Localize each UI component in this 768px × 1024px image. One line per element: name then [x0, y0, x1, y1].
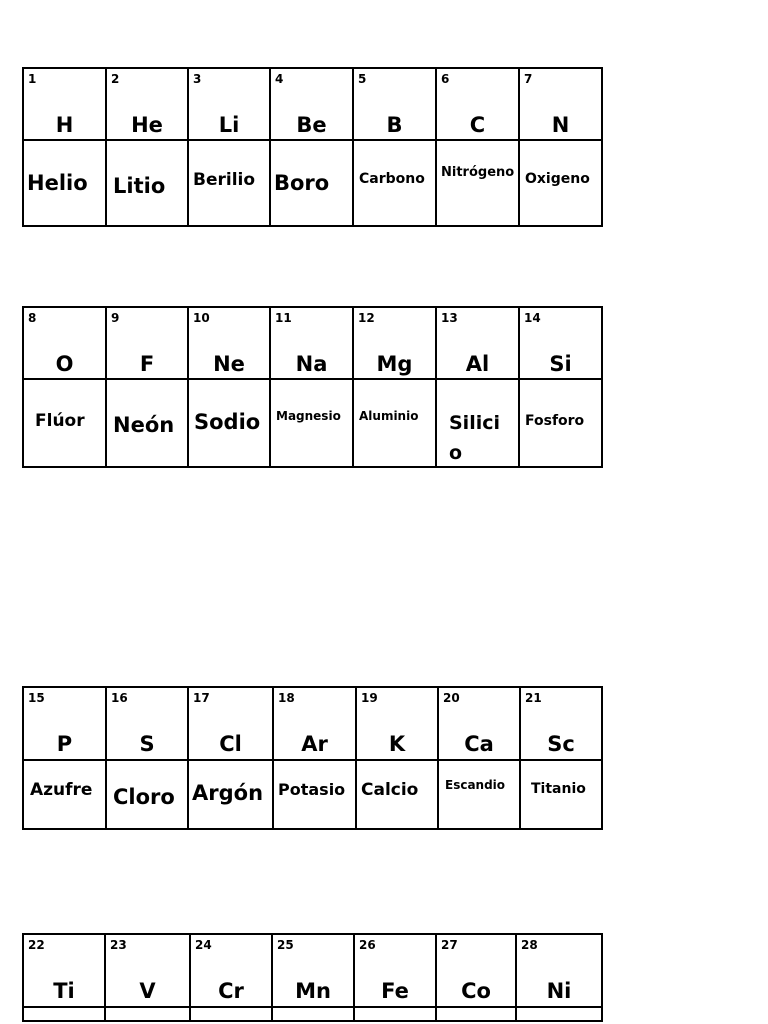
- atomic-number: 19: [361, 691, 378, 705]
- element-symbol: P: [56, 732, 73, 756]
- element-name: Helio: [27, 171, 88, 195]
- element-cell: [436, 934, 516, 1007]
- element-symbol: O: [55, 352, 74, 376]
- element-symbol: V: [139, 979, 156, 1003]
- element-cell: [188, 307, 270, 379]
- name-cell: [353, 379, 436, 467]
- element-symbol: F: [139, 352, 155, 376]
- atomic-number: 10: [193, 311, 210, 325]
- name-cell: [520, 760, 602, 829]
- element-symbol: Mn: [295, 979, 331, 1003]
- element-cell: [188, 68, 270, 140]
- element-name: Magnesio: [276, 409, 341, 423]
- element-name: Sodio: [194, 410, 261, 434]
- element-name: Berilio: [193, 170, 256, 190]
- element-symbol: H: [55, 113, 74, 137]
- element-cell: [353, 307, 436, 379]
- element-cell: [438, 687, 520, 760]
- atomic-number: 21: [525, 691, 542, 705]
- name-cell: [188, 140, 270, 226]
- atomic-number: 27: [441, 938, 458, 952]
- name-row: [23, 140, 602, 226]
- element-symbol: Ne: [213, 352, 245, 376]
- atomic-number: 24: [195, 938, 212, 952]
- element-name: Escandio: [445, 778, 506, 792]
- atomic-number: 26: [359, 938, 376, 952]
- element-symbol: Cr: [218, 979, 244, 1003]
- element-cell: [23, 687, 106, 760]
- element-name: Litio: [113, 174, 166, 198]
- element-symbol: C: [469, 113, 486, 137]
- name-cell: [188, 760, 273, 829]
- atomic-number: 8: [28, 311, 37, 325]
- element-symbol: Si: [549, 352, 572, 376]
- name-row: [23, 1007, 602, 1021]
- atomic-number: 11: [275, 311, 292, 325]
- symbol-row: [23, 68, 602, 140]
- element-symbol: Al: [465, 352, 490, 376]
- element-cell: [23, 307, 106, 379]
- element-name: Oxigeno: [525, 171, 590, 187]
- name-cell: [436, 379, 519, 467]
- element-cell: [520, 687, 602, 760]
- element-symbol: K: [388, 732, 406, 756]
- atomic-number: 28: [521, 938, 538, 952]
- element-cell: [106, 68, 188, 140]
- name-cell: [519, 140, 602, 226]
- element-name: Carbono: [359, 171, 425, 187]
- name-cell: [436, 140, 519, 226]
- element-symbol: Li: [218, 113, 240, 137]
- element-name: Fosforo: [525, 413, 585, 429]
- element-name: Cloro: [113, 785, 175, 809]
- atomic-number: 18: [278, 691, 295, 705]
- element-cell: [436, 307, 519, 379]
- element-symbol: Ni: [546, 979, 572, 1003]
- name-cell: [273, 760, 356, 829]
- element-symbol: Ar: [301, 732, 328, 756]
- atomic-number: 9: [111, 311, 120, 325]
- atomic-number: 25: [277, 938, 294, 952]
- element-symbol: N: [551, 113, 570, 137]
- atomic-number: 6: [441, 72, 450, 86]
- name-cell: [106, 379, 188, 467]
- atomic-number: 1: [28, 72, 37, 86]
- element-name: Boro: [274, 171, 330, 195]
- element-cell: [353, 68, 436, 140]
- element-name: Azufre: [30, 780, 93, 800]
- element-cell: [23, 68, 106, 140]
- element-name: Argón: [192, 781, 264, 805]
- element-name: Silicio: [449, 412, 500, 464]
- name-cell: [354, 1007, 436, 1021]
- element-cell: [519, 68, 602, 140]
- element-symbol: Fe: [381, 979, 409, 1003]
- atomic-number: 16: [111, 691, 128, 705]
- element-name: Potasio: [278, 780, 346, 799]
- name-cell: [516, 1007, 602, 1021]
- element-cell: [188, 687, 273, 760]
- element-name: Calcio: [361, 780, 419, 800]
- name-row: [23, 379, 602, 467]
- element-symbol: Mg: [376, 352, 413, 376]
- symbol-row: [23, 307, 602, 379]
- atomic-number: 3: [193, 72, 202, 86]
- element-cell: [354, 934, 436, 1007]
- element-name: Neón: [113, 413, 175, 437]
- atomic-number: 20: [443, 691, 460, 705]
- element-cell: [436, 68, 519, 140]
- name-cell: [438, 760, 520, 829]
- name-cell: [270, 379, 353, 467]
- element-cell: [273, 687, 356, 760]
- name-cell: [23, 1007, 105, 1021]
- atomic-number: 7: [524, 72, 533, 86]
- name-cell: [272, 1007, 354, 1021]
- element-cell: [106, 307, 188, 379]
- element-symbol: Na: [295, 352, 328, 376]
- element-symbol: Ca: [464, 732, 494, 756]
- element-name: Aluminio: [359, 409, 419, 423]
- atomic-number: 4: [275, 72, 284, 86]
- name-cell: [105, 1007, 190, 1021]
- atomic-number: 23: [110, 938, 127, 952]
- name-cell: [519, 379, 602, 467]
- name-cell: [23, 140, 106, 226]
- element-table-4: [22, 933, 603, 1022]
- atomic-number: 22: [28, 938, 45, 952]
- element-cell: [270, 68, 353, 140]
- name-cell: [188, 379, 270, 467]
- name-cell: [23, 379, 106, 467]
- name-cell: [353, 140, 436, 226]
- element-symbol: S: [139, 732, 155, 756]
- element-cell: [519, 307, 602, 379]
- element-table-3: [22, 686, 603, 830]
- symbol-row: [23, 934, 602, 1007]
- element-cell: [23, 934, 105, 1007]
- atomic-number: 14: [524, 311, 541, 325]
- name-cell: [356, 760, 438, 829]
- name-cell: [106, 760, 188, 829]
- element-cell: [356, 687, 438, 760]
- name-cell: [270, 140, 353, 226]
- element-table-2: [22, 306, 603, 468]
- element-symbol: Co: [461, 979, 491, 1003]
- element-cell: [272, 934, 354, 1007]
- atomic-number: 13: [441, 311, 458, 325]
- atomic-number: 5: [358, 72, 367, 86]
- atomic-number: 17: [193, 691, 210, 705]
- atomic-number: 2: [111, 72, 120, 86]
- element-symbol: Be: [296, 113, 327, 137]
- element-name: Titanio: [531, 781, 586, 797]
- symbol-row: [23, 687, 602, 760]
- name-row: [23, 760, 602, 829]
- element-symbol: Sc: [547, 732, 575, 756]
- element-cell: [270, 307, 353, 379]
- element-cell: [190, 934, 272, 1007]
- element-name: Nitrógeno: [441, 165, 515, 180]
- name-cell: [436, 1007, 516, 1021]
- element-table-1: [22, 67, 603, 227]
- name-cell: [106, 140, 188, 226]
- element-symbol: B: [386, 113, 403, 137]
- element-symbol: Cl: [219, 732, 242, 756]
- element-name: Flúor: [35, 411, 85, 431]
- atomic-number: 12: [358, 311, 375, 325]
- element-symbol: Ti: [53, 979, 75, 1003]
- atomic-number: 15: [28, 691, 45, 705]
- element-cell: [516, 934, 602, 1007]
- element-cell: [106, 687, 188, 760]
- element-cell: [105, 934, 190, 1007]
- name-cell: [23, 760, 106, 829]
- name-cell: [190, 1007, 272, 1021]
- element-symbol: He: [131, 113, 163, 137]
